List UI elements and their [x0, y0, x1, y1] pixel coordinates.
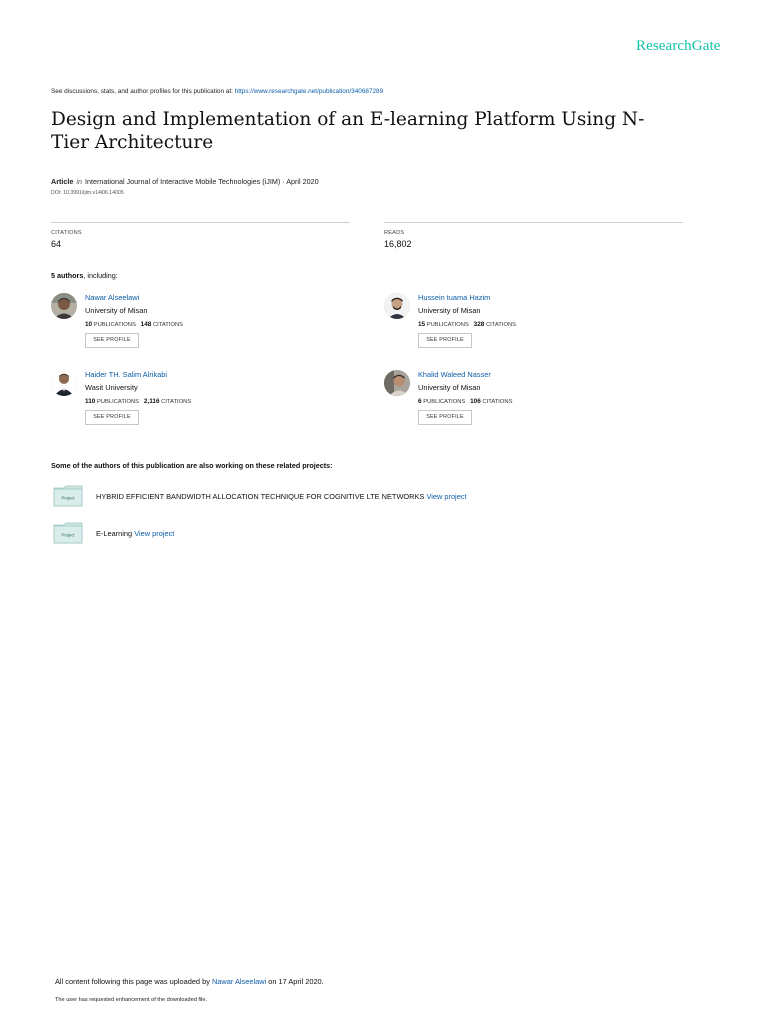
paper-title: Design and Implementation of an E-learning Platform Using N-Tier Architecture [51, 109, 645, 153]
citations-count: 328 [473, 321, 485, 328]
author-stats [85, 398, 191, 405]
publications-label: PUBLICATIONS [423, 399, 466, 405]
citations-value: 64 [51, 239, 62, 249]
citations-label: CITATIONS [161, 399, 192, 405]
project-folder-icon [53, 522, 83, 544]
publications-count: 6 [418, 398, 422, 405]
author-institution: University of Misan [85, 306, 148, 315]
project-item [53, 522, 653, 548]
avatar-photo-icon [384, 370, 410, 396]
article-type: Article [51, 177, 74, 186]
reads-divider [384, 222, 683, 223]
citations-label: CITATIONS [152, 322, 184, 328]
authors-count: 5 authors [51, 271, 84, 280]
author-stats [85, 321, 183, 328]
doi: DOI: 10.3991/ijim.v14i06.14005 [51, 190, 124, 196]
project-title: HYBRID EFFICIENT BANDWIDTH ALLOCATION TECHNIQUE FOR COGNITIVE LTE NETWORKS [96, 492, 425, 501]
see-profile-button[interactable]: SEE PROFILE [418, 333, 472, 348]
see-discussions-line [51, 88, 383, 95]
related-projects-heading: Some of the authors of this publication are also working on these related projects: [51, 461, 333, 470]
uploader-link[interactable]: Nawar Alseelawi [211, 977, 267, 986]
author-stats [418, 398, 512, 405]
publication-url-link[interactable]: https://www.researchgate.net/publication/340687289 [234, 88, 384, 95]
upload-note [55, 977, 324, 986]
upload-suffix: on 17 April 2020. [266, 977, 324, 986]
paper-meta [51, 177, 319, 186]
researchgate-logo[interactable]: ResearchGate [636, 38, 721, 54]
publications-label: PUBLICATIONS [96, 399, 140, 405]
see-discussions-text: See discussions, stats, and author profiles for this publication at: [51, 88, 235, 95]
avatar[interactable] [51, 370, 77, 396]
project-line [96, 529, 174, 538]
author-name-link[interactable]: Hussein tuama Hazim [418, 293, 491, 302]
avatar-photo-icon [51, 370, 77, 396]
publications-count: 15 [418, 321, 426, 328]
author-institution: University of Misan [418, 383, 481, 392]
reads-value: 16,802 [384, 239, 412, 249]
project-item [53, 485, 653, 511]
see-profile-button[interactable]: SEE PROFILE [418, 410, 472, 425]
citations-count: 106 [470, 398, 481, 405]
citations-label: CITATIONS [482, 399, 513, 405]
author-stats [418, 321, 516, 328]
publications-count: 10 [85, 321, 93, 328]
view-project-link[interactable]: View project [134, 529, 175, 538]
upload-prefix: All content following this page was uploaded by [55, 977, 212, 986]
author-name-link[interactable]: Khalid Waleed Nasser [418, 370, 491, 379]
enhancement-note: The user has requested enhancement of the downloaded file. [55, 997, 208, 1003]
project-icon-label: Project [61, 495, 75, 501]
citations-count: 2,116 [143, 398, 160, 405]
author-institution: Wasit University [85, 383, 138, 392]
project-line [96, 492, 467, 501]
avatar[interactable] [384, 293, 410, 319]
citations-count: 148 [140, 321, 152, 328]
project-icon-label: Project [61, 532, 75, 538]
see-profile-button[interactable]: SEE PROFILE [85, 333, 139, 348]
authors-heading [51, 271, 118, 280]
avatar[interactable] [51, 293, 77, 319]
citations-label: CITATIONS [485, 322, 517, 328]
see-profile-button[interactable]: SEE PROFILE [85, 410, 139, 425]
publications-label: PUBLICATIONS [426, 322, 469, 328]
authors-suffix: , including: [83, 271, 118, 280]
avatar-photo-icon [384, 293, 410, 319]
reads-label: READS [384, 230, 405, 236]
avatar-photo-icon [51, 293, 77, 319]
project-folder-icon [53, 485, 83, 507]
journal-date: International Journal of Interactive Mobile Technologies (iJIM) · April 2020 [84, 177, 319, 186]
citations-divider [51, 222, 350, 223]
view-project-link[interactable]: View project [426, 492, 467, 501]
avatar[interactable] [384, 370, 410, 396]
publications-label: PUBLICATIONS [93, 322, 136, 328]
publications-count: 110 [85, 398, 96, 405]
citations-label: CITATIONS [51, 230, 82, 236]
author-name-link[interactable]: Haider TH. Salim Alrikabi [85, 370, 168, 379]
in-word: in [76, 177, 82, 186]
author-institution: University of Misan [418, 306, 481, 315]
project-title: E-Learning [96, 529, 133, 538]
author-name-link[interactable]: Nawar Alseelawi [85, 293, 140, 302]
